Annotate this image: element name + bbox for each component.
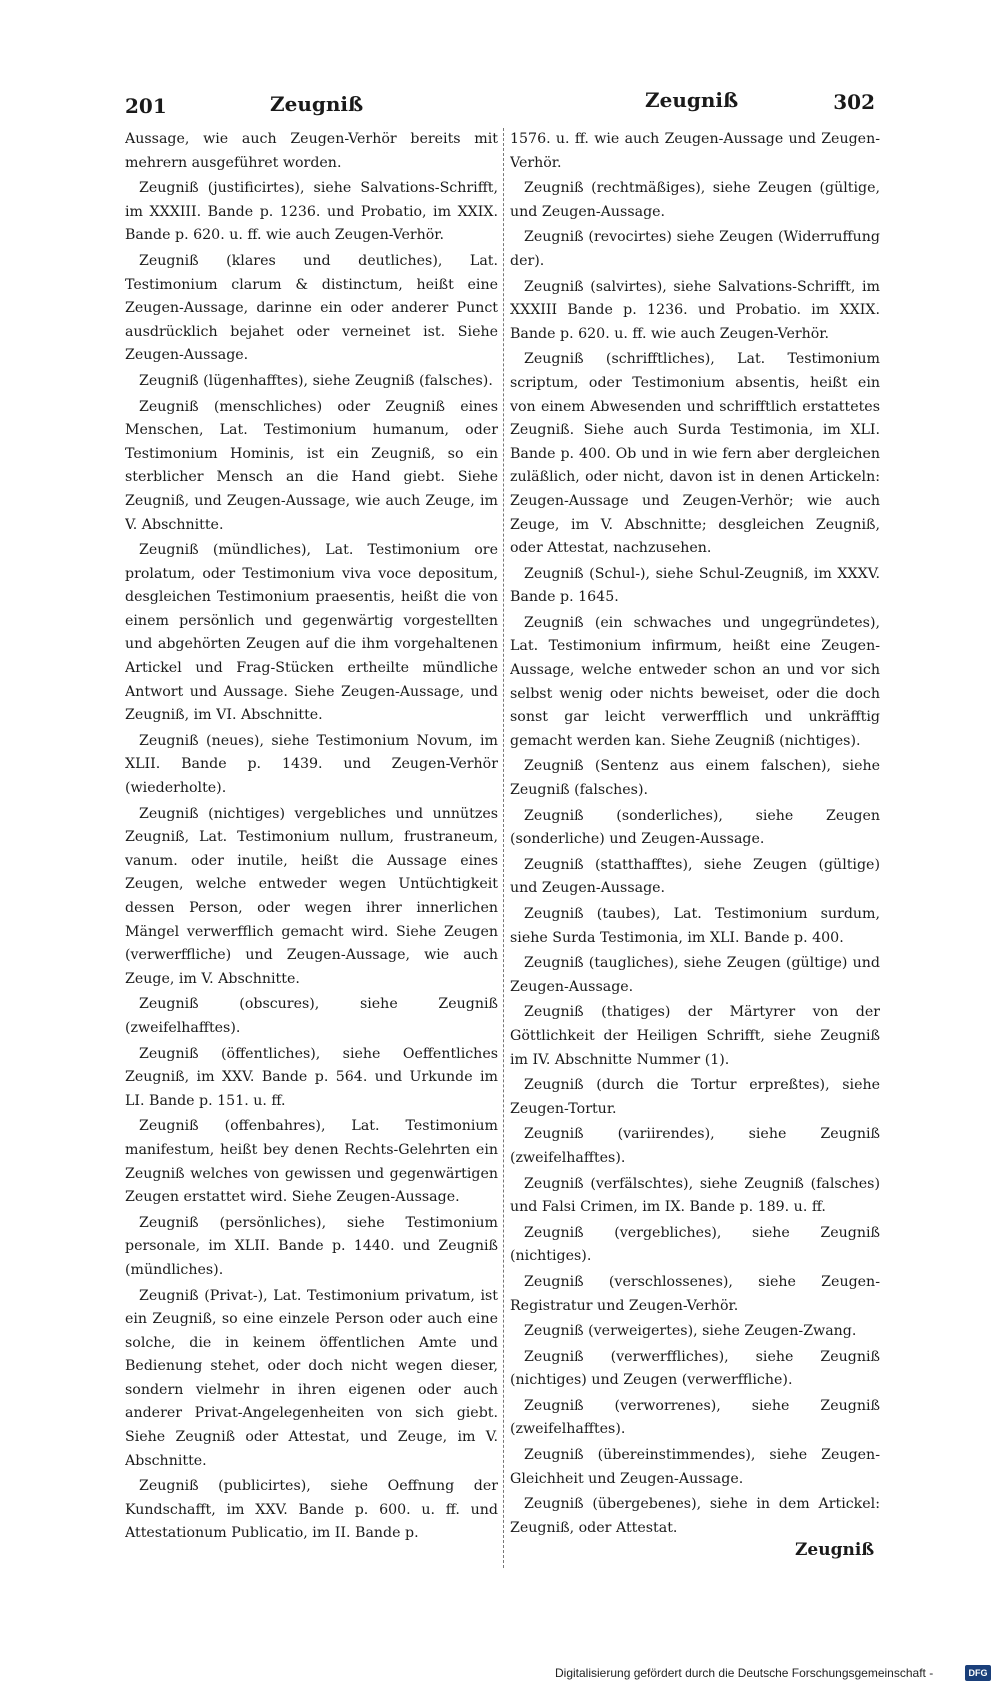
page-number-left: 201 <box>125 94 167 118</box>
entry: Zeugniß (sonderliches), siehe Zeugen (sonderliche) und Zeugen-Aussage. <box>510 807 880 848</box>
running-title-right: Zeugniß <box>645 88 739 112</box>
entry: Zeugniß (lügenhafftes), siehe Zeugniß (falsches). <box>139 372 493 389</box>
page-number-right: 302 <box>833 90 875 114</box>
entry: Zeugniß (vergebliches), siehe Zeugniß (nichtiges). <box>510 1224 880 1265</box>
right-column <box>510 128 880 1578</box>
entry: 1576. u. ff. wie auch Zeugen-Aussage und Zeugen-Verhör. <box>510 131 880 171</box>
entry: Aussage, wie auch Zeugen-Verhör bereits mit mehrern ausgeführet worden. <box>125 131 498 171</box>
entry: Zeugniß (öffentliches), siehe Oeffentliches Zeugniß, im XXV. Bande p. 564. und Urkunde im LI. Bande p. 151. u. ff. <box>125 1045 498 1109</box>
entry: Zeugniß (variirendes), siehe Zeugniß (zweifelhafftes). <box>510 1126 880 1166</box>
left-column <box>125 128 498 1578</box>
entry: Zeugniß (revocirtes) siehe Zeugen (Widerruffung der). <box>510 229 880 269</box>
entry: Zeugniß (verweigertes), siehe Zeugen-Zwang. <box>524 1323 857 1340</box>
footer-text: Digitalisierung gefördert durch die Deutsche Forschungsgemeinschaft - <box>555 1666 934 1680</box>
entry: Zeugniß (persönliches), siehe Testimonium personale, im XLII. Bande p. 1440. und Zeugniß (mündliches). <box>125 1214 498 1278</box>
entry: Zeugniß (ein schwaches und ungegründetes), Lat. Testimonium infirmum, heißt eine Zeugen-Aussage, welche entweder schon an und vor sich selbst wenig oder nichts beweiset, oder die doch sonst gar leicht verwerfflich und unkräfftig gemacht werden kan. Siehe Zeugniß (nichtiges). <box>510 614 880 749</box>
entry: Zeugniß (verworrenes), siehe Zeugniß (zweifelhafftes). <box>510 1397 880 1438</box>
entry: Zeugniß (verfälschtes), siehe Zeugniß (falsches) und Falsi Crimen, im IX. Bande p. 189. u. ff. <box>510 1175 880 1216</box>
entry: Zeugniß (durch die Tortur erpreßtes), siehe Zeugen-Tortur. <box>510 1077 880 1117</box>
entry: Zeugniß (verwerffliches), siehe Zeugniß (nichtiges) und Zeugen (verwerffliche). <box>510 1348 880 1389</box>
running-title-left: Zeugniß <box>270 92 364 116</box>
entry: Zeugniß (obscures), siehe Zeugniß (zweifelhafftes). <box>125 996 498 1036</box>
digitization-footer <box>555 1662 995 1686</box>
entry: Zeugniß (übereinstimmendes), siehe Zeugen-Gleichheit und Zeugen-Aussage. <box>510 1447 880 1487</box>
entry: Zeugniß (rechtmäßiges), siehe Zeugen (gültige, und Zeugen-Aussage. <box>510 180 880 220</box>
entry: Zeugniß (schrifftliches), Lat. Testimonium scriptum, oder Testimonium absentis, heißt ein von einem Abwesenden und schrifftlich erstattetes Zeugniß. Siehe auch Surda Testimonia, im XLI. Bande p. 400. Ob und in wie fern aber dergleichen zuläßlich, oder nicht, davon ist in denen Artickeln: Zeugen-Aussage und Zeugen-Verhör; wie auch Zeuge, im V. Abschnitte; desgleichen Zeugniß, oder Attestat, nachzusehen. <box>510 351 880 557</box>
entry: Zeugniß (Sentenz aus einem falschen), siehe Zeugniß (falsches). <box>510 758 880 799</box>
entry: Zeugniß (menschliches) oder Zeugniß eines Menschen, Lat. Testimonium humanum, oder Testimonium Hominis, ist ein Zeugniß, so ein sterblicher Mensch an die Hand giebt. Siehe Zeugniß, und Zeugen-Aussage, wie auch Zeuge, im V. Abschnitte. <box>125 398 498 533</box>
entry: Zeugniß (mündliches), Lat. Testimonium ore prolatum, oder Testimonium viva voce depositum, desgleichen Testimonium praesentis, heißt die von einem persönlich und gegenwärtig vorgestellten und abgehörten Zeugen auf die ihm vorgehaltenen Artickel und Frag-Stücken ertheilte mündliche Antwort und Aussage. Siehe Zeugen-Aussage, und Zeugniß, im VI. Abschnitte. <box>125 542 498 724</box>
entry: Zeugniß (Privat-), Lat. Testimonium privatum, ist ein Zeugniß, so eine einzele Person oder auch eine solche, die in keinem öffentlichen Amte und Bedienung stehet, oder doch nicht wegen dieser, sondern vielmehr in ihren eigenen oder auch anderer Privat-Angelegenheiten von sich giebt. Siehe Zeugniß oder Attestat, und Zeuge, im V. Abschnitte. <box>125 1287 498 1469</box>
entry: Zeugniß (thatiges) der Märtyrer von der Göttlichkeit der Heiligen Schrifft, siehe Zeugniß im IV. Abschnitte Nummer (1). <box>510 1004 880 1068</box>
entry: Zeugniß (offenbahres), Lat. Testimonium manifestum, heißt bey denen Rechts-Gelehrten ein Zeugniß welches von gewissen und gegenwärtigen Zeugen erstattet wird. Siehe Zeugen-Aussage. <box>125 1118 498 1206</box>
entry: Zeugniß (publicirtes), siehe Oeffnung der Kundschafft, im XXV. Bande p. 600. u. ff. und Attestationum Publicatio, im II. Bande p. <box>125 1478 498 1542</box>
entry: Zeugniß (neues), siehe Testimonium Novum, im XLII. Bande p. 1439. und Zeugen-Verhör (wiederholte). <box>125 732 498 797</box>
entry: Zeugniß (übergebenes), siehe in dem Artickel: Zeugniß, oder Attestat. <box>510 1496 880 1536</box>
catchword: Zeugniß <box>795 1540 875 1560</box>
entry: Zeugniß (Schul-), siehe Schul-Zeugniß, im XXXV. Bande p. 1645. <box>510 565 880 606</box>
entry: Zeugniß (klares und deutliches), Lat. Testimonium clarum & distinctum, heißt eine Zeugen-Aussage, darinne ein oder anderer Punct ausdrücklich bejahet oder verneinet ist. Siehe Zeugen-Aussage. <box>125 252 498 364</box>
dfg-logo-icon: DFG <box>965 1665 991 1681</box>
entry: Zeugniß (taubes), Lat. Testimonium surdum, siehe Surda Testimonia, im XLI. Bande p. 400. <box>510 906 880 946</box>
entry: Zeugniß (verschlossenes), siehe Zeugen-Registratur und Zeugen-Verhör. <box>510 1273 880 1314</box>
column-divider <box>503 128 504 1568</box>
entry: Zeugniß (justificirtes), siehe Salvations-Schrifft, im XXXIII. Bande p. 1236. und Probatio, im XXIX. Bande p. 620. u. ff. wie auch Zeugen-Verhör. <box>125 180 498 244</box>
entry: Zeugniß (taugliches), siehe Zeugen (gültige) und Zeugen-Aussage. <box>510 955 880 995</box>
page-header <box>125 88 875 124</box>
entry: Zeugniß (statthafftes), siehe Zeugen (gültige) und Zeugen-Aussage. <box>510 856 880 897</box>
entry: Zeugniß (salvirtes), siehe Salvations-Schrifft, im XXXIII Bande p. 1236. und Probatio. im XXIX. Bande p. 620. u. ff. wie auch Zeugen-Verhör. <box>510 278 880 342</box>
entry: Zeugniß (nichtiges) vergebliches und unnützes Zeugniß, Lat. Testimonium nullum, frustraneum, vanum. oder inutile, heißt die Aussage eines Zeugen, welche entweder wegen Untüchtigkeit dessen Person, oder wegen ihrer innerlichen Mängel verwerfflich gemacht wird. Siehe Zeugen (verwerffliche) und Zeugen-Aussage, wie auch Zeuge, im V. Abschnitte. <box>125 805 498 987</box>
